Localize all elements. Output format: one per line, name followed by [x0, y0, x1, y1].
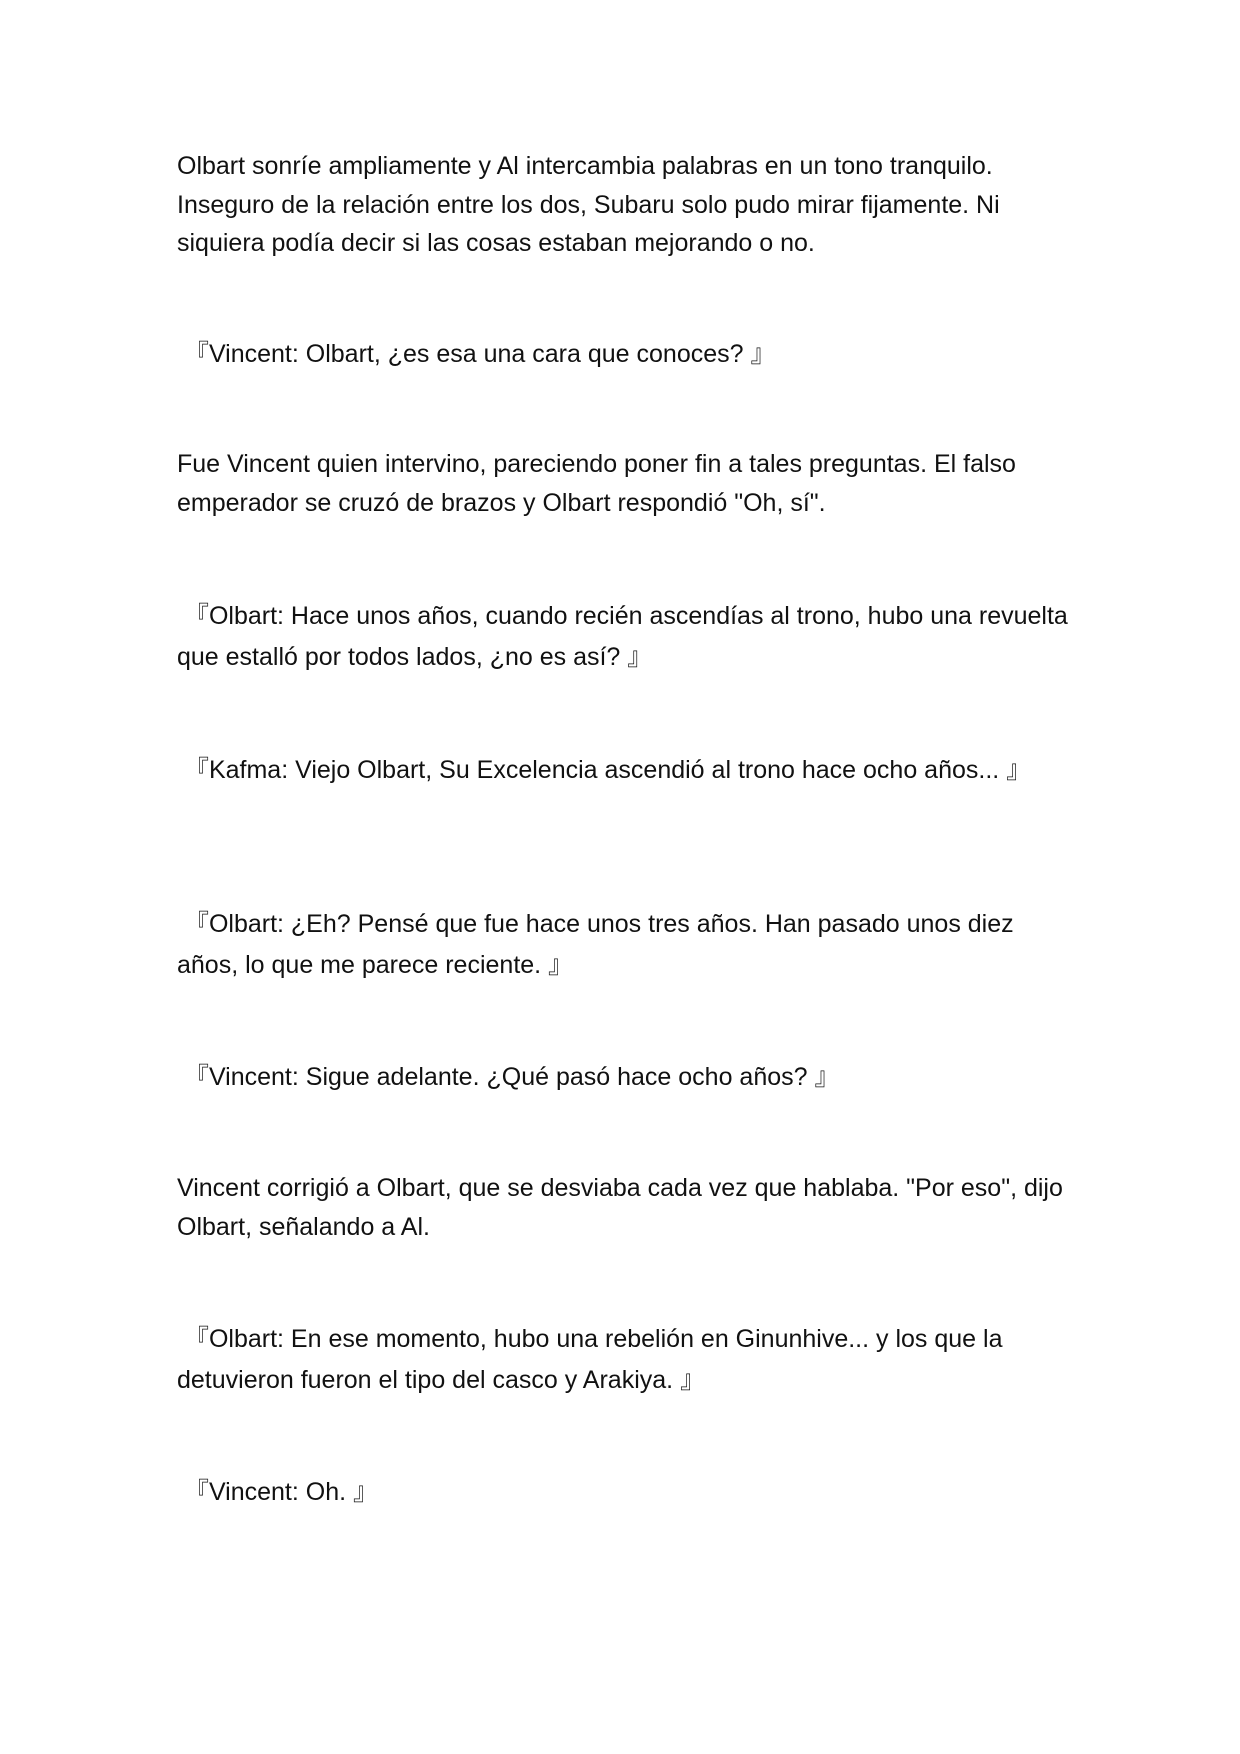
dialogue-line-vincent: 『Vincent: Olbart, ¿es esa una cara que conoces? 』 [177, 340, 776, 368]
dialogue-line-olbart: 『Olbart: Hace unos años, cuando recién ascendías al trono, hubo una revuelta que estalló por todos lados, ¿no es así? 』 [177, 602, 1068, 671]
narration-paragraph: Olbart sonríe ampliamente y Al intercambia palabras en un tono tranquilo. Inseguro de la relación entre los dos, Subaru solo pudo mirar fijamente. Ni siquiera podía decir si las cosas estaban mejorando o no. [177, 152, 1000, 257]
dialogue-line-vincent: 『Vincent: Sigue adelante. ¿Qué pasó hace ocho años? 』 [177, 1063, 840, 1091]
narration-paragraph: Vincent corrigió a Olbart, que se desviaba cada vez que hablaba. "Por eso", dijo Olbart, señalando a Al. [177, 1174, 1063, 1241]
dialogue-line-olbart: 『Olbart: ¿Eh? Pensé que fue hace unos tres años. Han pasado unos diez años, lo que me parece reciente. 』 [177, 910, 1014, 979]
narration-paragraph: Fue Vincent quien intervino, pareciendo poner fin a tales preguntas. El falso emperador se cruzó de brazos y Olbart respondió "Oh, sí". [177, 450, 1016, 517]
dialogue-line-kafma: 『Kafma: Viejo Olbart, Su Excelencia ascendió al trono hace ocho años... 』 [177, 756, 1032, 784]
dialogue-line-olbart: 『Olbart: En ese momento, hubo una rebelión en Ginunhive... y los que la detuvieron fueron el tipo del casco y Arakiya. 』 [177, 1325, 1003, 1394]
dialogue-line-vincent: 『Vincent: Oh. 』 [177, 1478, 379, 1506]
